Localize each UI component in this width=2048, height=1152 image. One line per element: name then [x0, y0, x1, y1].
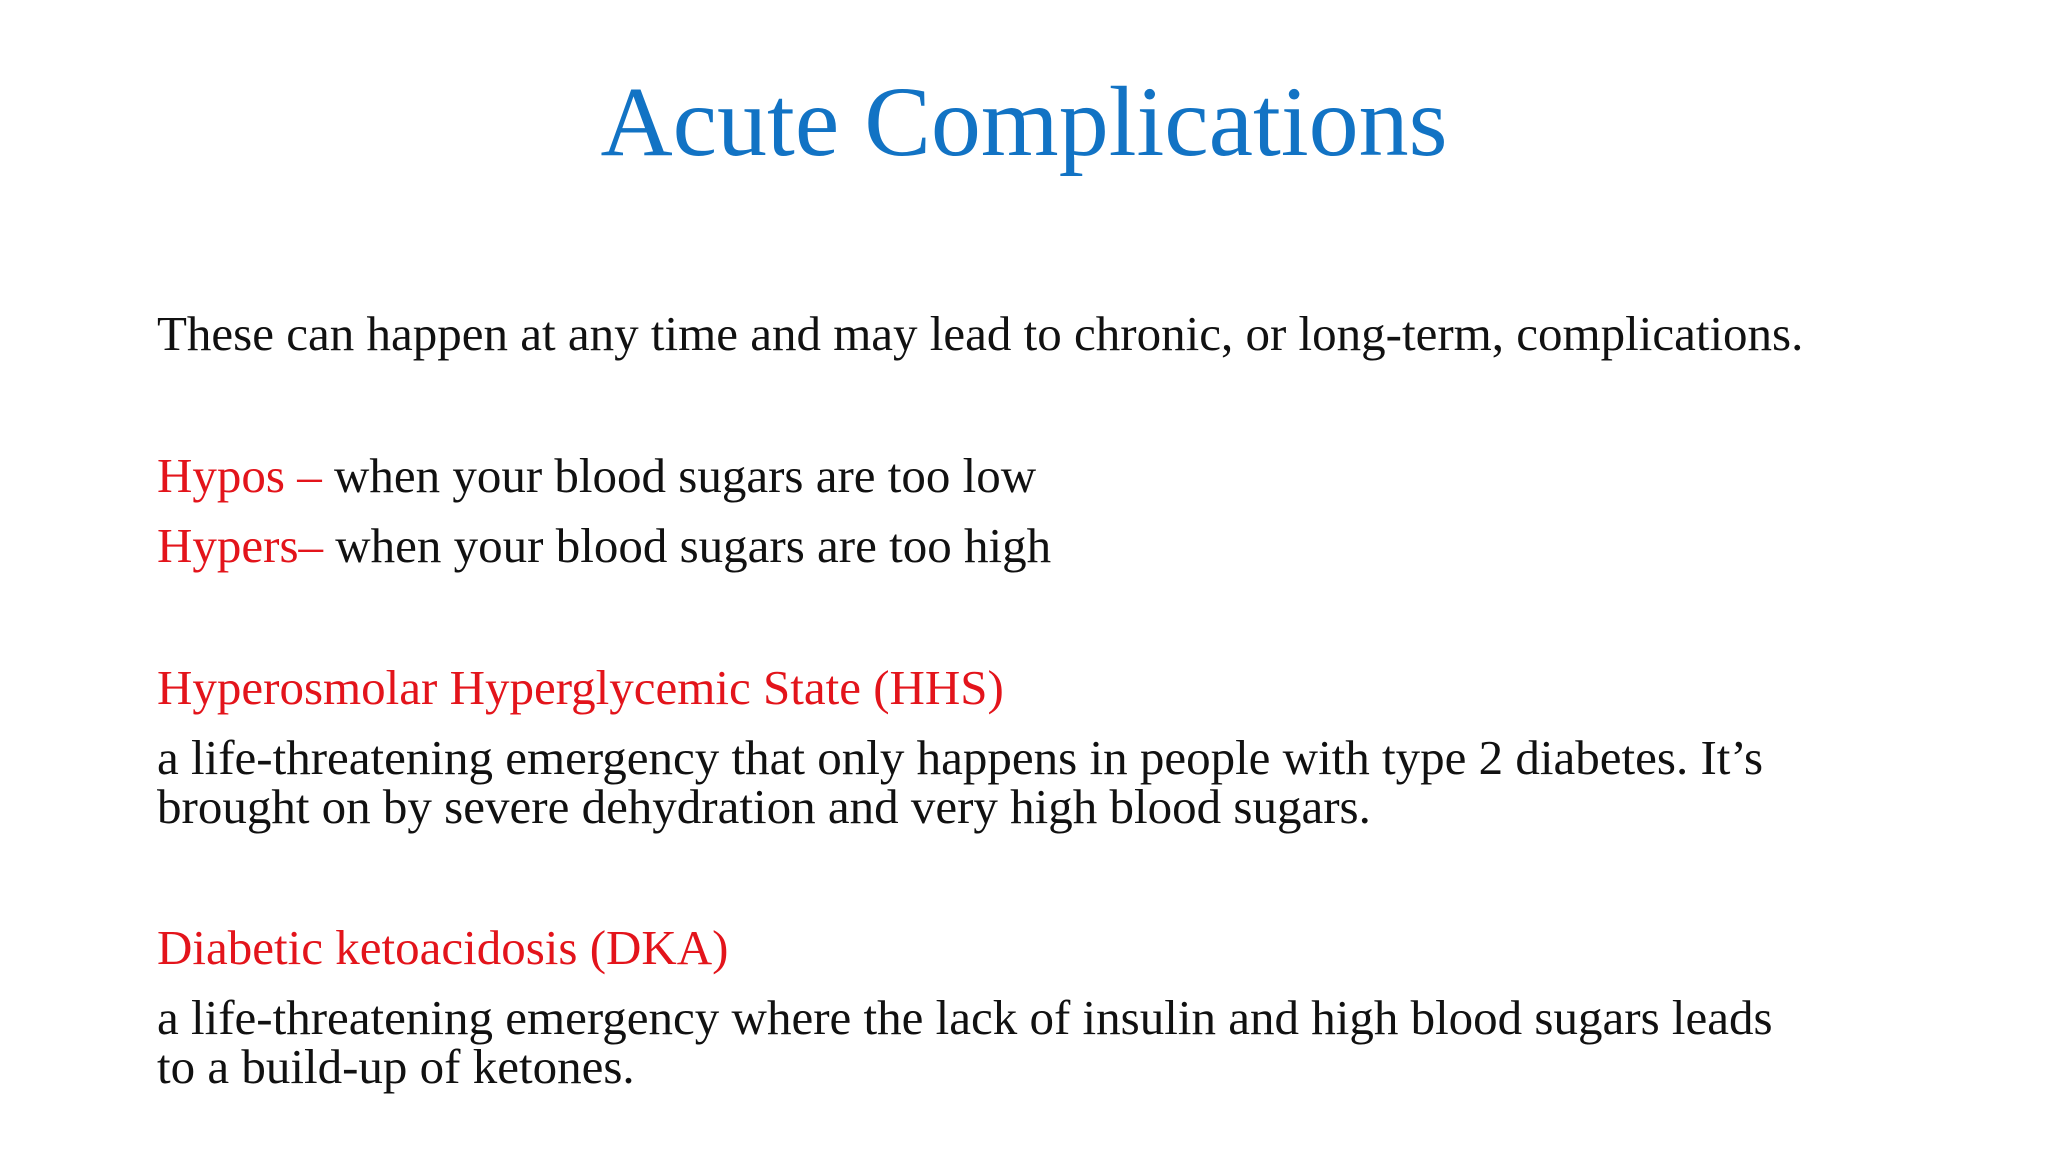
slide-title: Acute Complications: [600, 66, 1448, 177]
hypos-definition: when your blood sugars are too low: [321, 448, 1037, 503]
hypos-item: [157, 448, 1036, 504]
intro-text: These can happen at any time and may lead to chronic, or long-term, complications.: [157, 306, 1804, 361]
hhs-heading: Hyperosmolar Hyperglycemic State (HHS): [157, 660, 1004, 715]
hypers-term: Hypers–: [157, 518, 324, 573]
hypos-term: Hypos –: [157, 448, 322, 503]
hypers-definition: when your blood sugars are too high: [323, 518, 1052, 573]
dka-description: [157, 990, 1917, 1094]
dka-description-line: a life-threatening emergency where the lack of insulin and high blood sugars leads: [157, 990, 1773, 1045]
hhs-description-line: brought on by severe dehydration and very high blood sugars.: [157, 779, 1371, 834]
hhs-description-line: a life-threatening emergency that only happens in people with type 2 diabetes. It’s: [157, 730, 1764, 785]
dka-description-line: to a build-up of ketones.: [157, 1039, 635, 1094]
dka-heading: Diabetic ketoacidosis (DKA): [157, 920, 729, 975]
hhs-description: [157, 730, 1917, 834]
hypers-item: [157, 518, 1051, 574]
